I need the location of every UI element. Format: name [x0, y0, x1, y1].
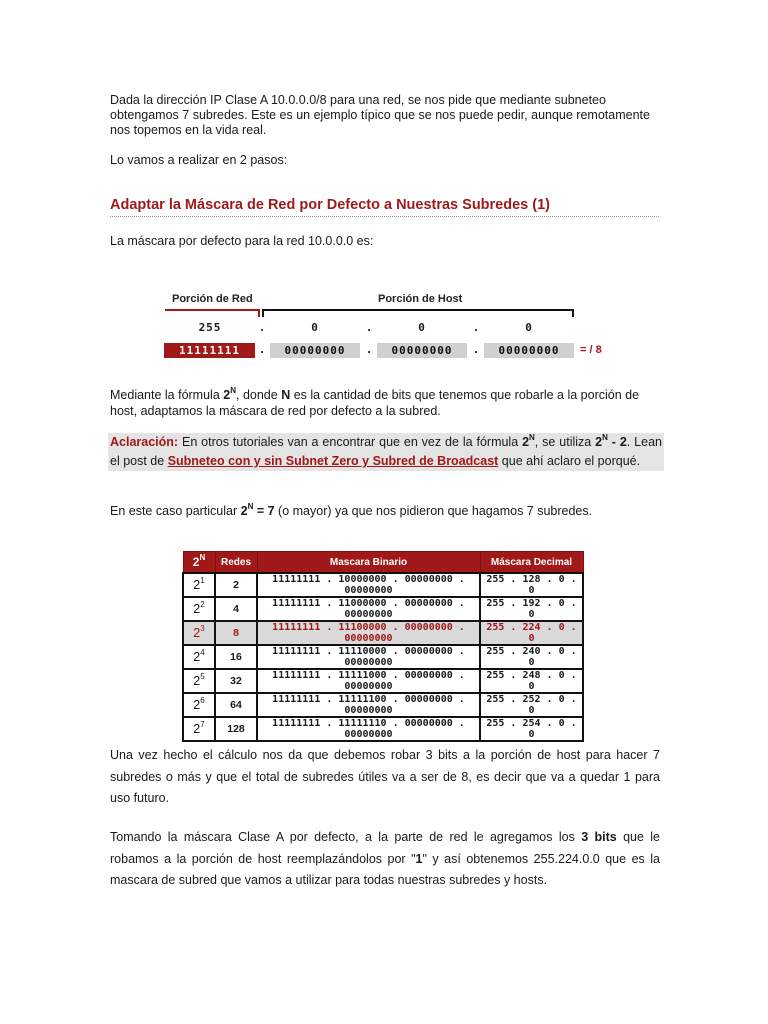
case-text-1: En este caso particular: [110, 504, 241, 518]
redes-cell: 4: [215, 597, 257, 621]
decimal-cell: 255 . 128 . 0 . 0: [480, 573, 583, 597]
case-paragraph: [110, 503, 660, 519]
host-bracket-tick-left: [262, 309, 264, 317]
binary-octet-4: 00000000: [484, 343, 574, 358]
network-bracket-tick: [258, 309, 260, 317]
decimal-dot-2: .: [365, 321, 373, 334]
section-heading: Adaptar la Máscara de Red por Defecto a Nuestras Subredes (1): [110, 197, 659, 217]
decimal-dot-3: .: [472, 321, 480, 334]
table-row: [183, 573, 583, 597]
formula-base: 2: [223, 388, 231, 402]
prefix-result: = / 8: [580, 344, 602, 356]
binary-cell: 11111111 . 11111000 . 00000000 . 00000000: [257, 669, 480, 693]
decimal-cell: 255 . 248 . 0 . 0: [480, 669, 583, 693]
redes-cell: 2: [215, 573, 257, 597]
clarification-label: Aclaración:: [110, 435, 179, 449]
formula-exponent: N: [230, 385, 236, 395]
final-text-2: que le robamos a la porción de host reemplazándolos por ": [110, 830, 661, 866]
clarification-formula-base: 2: [522, 435, 530, 449]
decimal-cell: 255 . 252 . 0 . 0: [480, 693, 583, 717]
binary-cell: 11111111 . 11000000 . 00000000 . 00000000: [257, 597, 480, 621]
redes-cell: 64: [215, 693, 257, 717]
header-power: $2^N$: [183, 552, 215, 574]
table-row: [183, 717, 583, 741]
binary-dot-3: .: [472, 343, 480, 356]
host-bracket: [262, 309, 574, 311]
clarification-text-2: , se utiliza: [534, 435, 596, 449]
decimal-cell: 255 . 224 . 0 . 0: [480, 621, 583, 645]
final-one: 1: [415, 851, 423, 866]
case-equation: = 7: [253, 504, 275, 518]
table-row: [183, 597, 583, 621]
power-cell: $2^1$: [183, 573, 215, 597]
table-row: [183, 645, 583, 669]
binary-cell: 11111111 . 11111110 . 00000000 . 00000000: [257, 717, 480, 741]
header-decimal: Máscara Decimal: [480, 552, 583, 574]
clarification-text-3: . Lean el post de: [110, 435, 662, 468]
network-portion-label: Porción de Red: [172, 293, 253, 305]
network-bracket: [165, 309, 259, 311]
power-cell: $2^2$: [183, 597, 215, 621]
decimal-octet-3: 0: [418, 321, 426, 334]
final-bits: 3 bits: [581, 830, 617, 844]
table-row-highlighted: [183, 621, 583, 645]
table-row: [183, 693, 583, 717]
formula-text-2: , donde: [236, 388, 282, 402]
clarification-formula-exp: N: [529, 432, 535, 442]
clarification-formula2-tail: - 2: [607, 435, 627, 449]
binary-cell: 11111111 . 11100000 . 00000000 . 00000000: [257, 621, 480, 645]
redes-cell: 32: [215, 669, 257, 693]
case-exp: N: [247, 501, 254, 511]
decimal-cell: 255 . 240 . 0 . 0: [480, 645, 583, 669]
host-bracket-tick-right: [572, 309, 574, 317]
decimal-octet-2: 0: [311, 321, 319, 334]
decimal-octet-1: 255: [198, 321, 222, 334]
mask-intro-paragraph: La máscara por defecto para la red 10.0.0.0 es:: [110, 234, 374, 248]
formula-text-1: Mediante la fórmula: [110, 388, 224, 402]
steps-paragraph: Lo vamos a realizar en 2 pasos:: [110, 153, 288, 167]
formula-n: N: [281, 388, 291, 402]
binary-cell: 11111111 . 11111100 . 00000000 . 00000000: [257, 693, 480, 717]
power-cell: $2^4$: [183, 645, 215, 669]
clarification-text-1: En otros tutoriales van a encontrar que en vez de la fórmula: [178, 435, 523, 449]
formula-text-3: es la cantidad de bits que tenemos que robarle a la porción de host, adaptamos la máscara de red por defecto a la subred.: [110, 388, 640, 418]
table-header-row: [183, 552, 583, 574]
binary-dot-2: .: [365, 343, 373, 356]
power-cell: $2^5$: [183, 669, 215, 693]
redes-cell: 16: [215, 645, 257, 669]
final-text-3: " y así obtenemos 255.224.0.0 que es la mascara de subred que vamos a utilizar para todas nuestras subredes y hosts.: [110, 851, 660, 887]
formula-paragraph: [110, 387, 660, 419]
binary-octet-1: 11111111: [164, 343, 255, 358]
clarification-box: [108, 433, 664, 471]
redes-cell: 128: [215, 717, 257, 741]
header-redes: Redes: [215, 552, 257, 574]
binary-cell: 11111111 . 10000000 . 00000000 . 00000000: [257, 573, 480, 597]
result-paragraph: Una vez hecho el cálculo nos da que debemos robar 3 bits a la porción de host para hacer 7 subredes o más y que el total de subredes útiles va a ser de 8, es decir que va a quedar 1 para uso futuro.: [110, 748, 660, 805]
binary-octet-3: 00000000: [377, 343, 467, 358]
clarification-text-4: que ahí aclaro el porqué.: [498, 454, 641, 468]
decimal-cell: 255 . 254 . 0 . 0: [480, 717, 583, 741]
decimal-cell: 255 . 192 . 0 . 0: [480, 597, 583, 621]
binary-octet-2: 00000000: [270, 343, 360, 358]
case-text-2: (o mayor) ya que nos pidieron que hagamos 7 subredes.: [274, 504, 593, 518]
decimal-dot-1: .: [258, 321, 266, 334]
binary-dot-1: .: [258, 343, 266, 356]
case-base: 2: [240, 504, 248, 518]
header-binary: Mascara Binario: [257, 552, 480, 574]
decimal-octet-4: 0: [525, 321, 533, 334]
intro-paragraph: Dada la dirección IP Clase A 10.0.0.0/8 para una red, se nos pide que mediante subneteo obtengamos 7 subredes. Este es un ejemplo típico que se nos puede pedir, aunque remotamente nos topemos en la vida real.: [110, 93, 650, 137]
clarification-formula2-exp: N: [602, 432, 608, 442]
final-text-1: Tomando la máscara Clase A por defecto, a la parte de red le agregamos los: [110, 830, 582, 844]
power-cell: $2^3$: [183, 621, 215, 645]
subnet-mask-table: [182, 551, 584, 742]
table-row: [183, 669, 583, 693]
clarification-formula2-base: 2: [595, 435, 603, 449]
binary-cell: 11111111 . 11110000 . 00000000 . 00000000: [257, 645, 480, 669]
subnet-zero-post-link[interactable]: Subneteo con y sin Subnet Zero y Subred de Broadcast: [167, 454, 499, 468]
power-cell: $2^6$: [183, 693, 215, 717]
power-cell: $2^7$: [183, 717, 215, 741]
host-portion-label: Porción de Host: [378, 293, 463, 305]
redes-cell: 8: [215, 621, 257, 645]
final-paragraph: [110, 827, 660, 892]
